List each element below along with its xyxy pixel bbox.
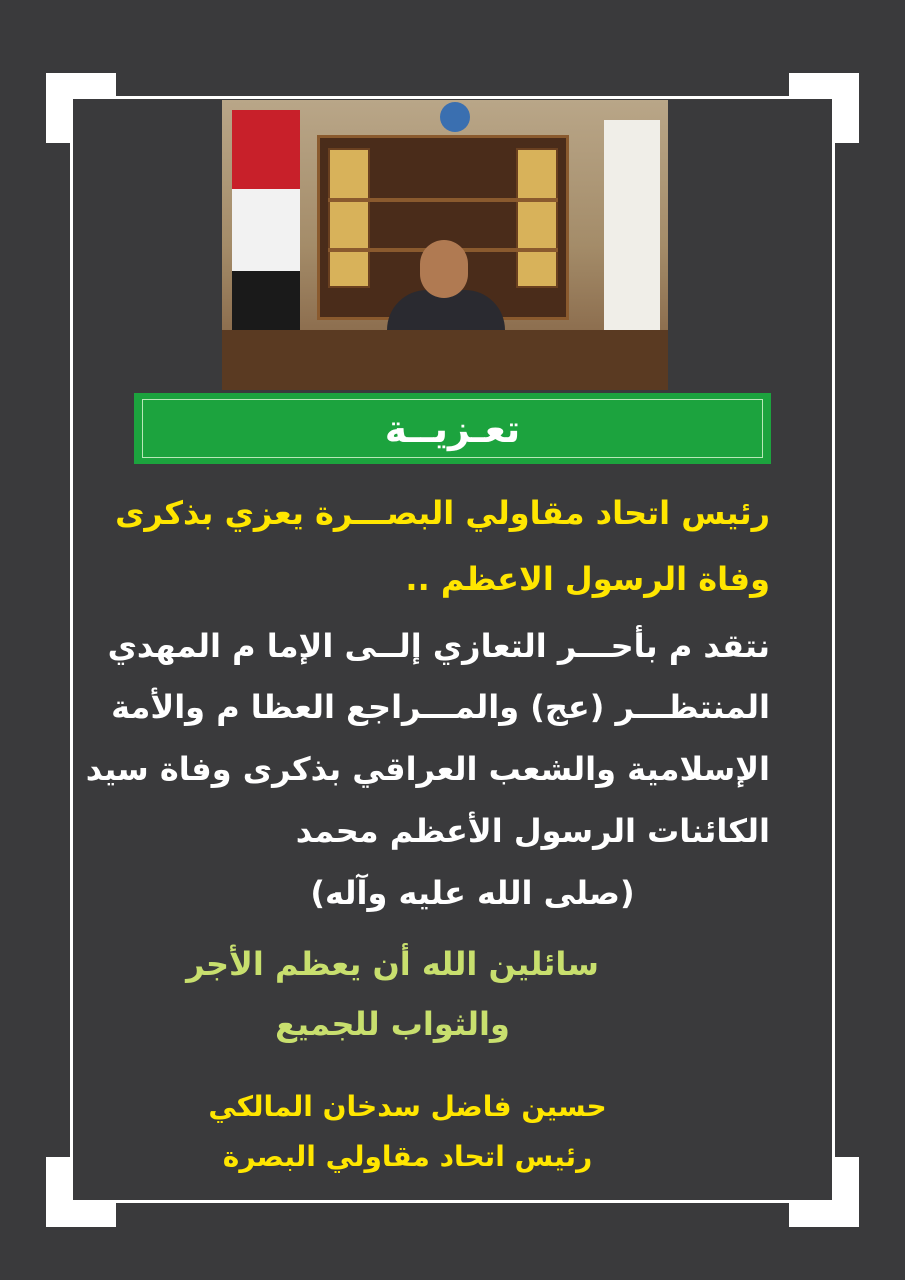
desk [222,330,668,390]
headline-line-2: وفاة الرسول الاعظم .. [405,560,770,598]
frame-corner-top-left [46,73,116,143]
body-line-2: المنتظـــر (عج) والمـــراجع العظا م والأمة [111,688,770,726]
body-line-4: الكائنات الرسول الأعظم محمد [295,812,770,850]
body-line-5: (صلى الله عليه وآله) [310,874,635,912]
office-portrait-photo [222,100,668,390]
union-flag [604,120,660,350]
person-head [420,240,468,298]
signature-title: رئيس اتحاد مقاولي البصرة [222,1140,593,1173]
signature-name: حسين فاضل سدخان المالكي [208,1090,607,1123]
body-line-1: نتقد م بأحـــر التعازي إلــى الإما م المهدي [107,627,770,665]
frame-corner-top-right [789,73,859,143]
globe [440,102,470,132]
iraqi-flag [232,110,300,350]
prayer-line-1: سائلين الله أن يعظم الأجر [186,945,599,983]
headline-line-1: رئيس اتحاد مقاولي البصـــرة يعزي بذكرى [115,494,770,532]
condolence-banner [134,393,771,464]
body-line-3: الإسلامية والشعب العراقي بذكرى وفاة سيد [85,750,770,788]
prayer-line-2: والثواب للجميع [275,1005,510,1043]
banner-title: تعـزيــة [384,406,521,451]
